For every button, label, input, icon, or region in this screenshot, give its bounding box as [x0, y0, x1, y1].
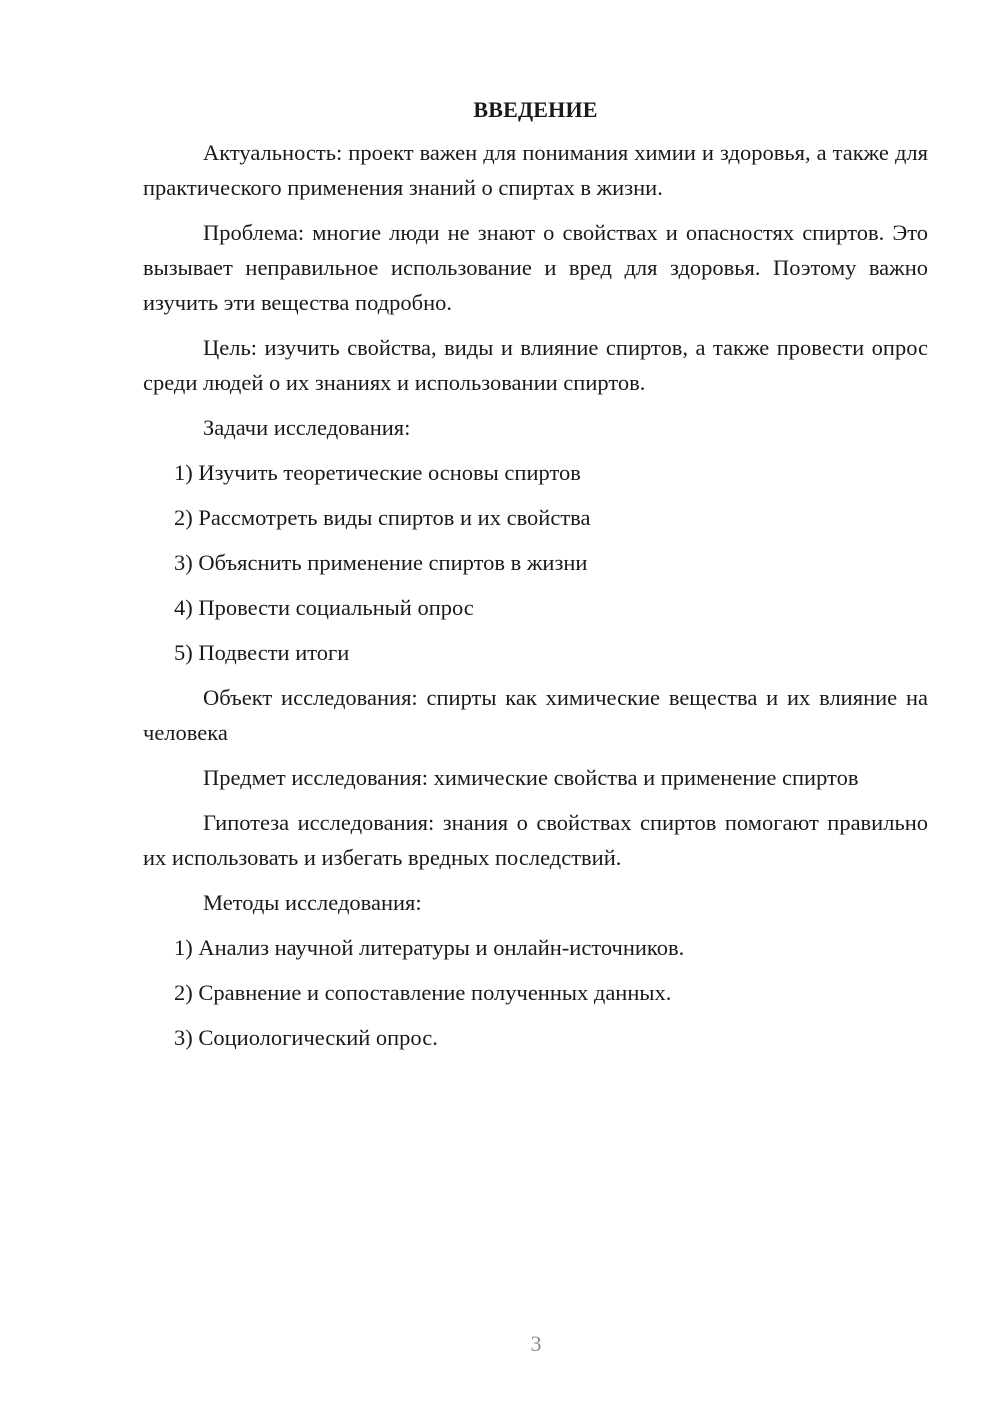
relevance-paragraph: Актуальность: проект важен для понимания химии и здоровья, а также для практического применения знаний о спиртах в жизни.: [143, 140, 928, 200]
task-item: 4) Провести социальный опрос: [174, 595, 474, 620]
section-title: ВВЕДЕНИЕ: [473, 97, 598, 122]
task-item: 2) Рассмотреть виды спиртов и их свойства: [174, 505, 591, 530]
problem-paragraph: Проблема: многие люди не знают о свойствах и опасностях спиртов. Это вызывает неправильное использование и вред для здоровья. Поэтому важно изучить эти вещества подробно.: [143, 220, 928, 315]
task-item: 5) Подвести итоги: [174, 640, 350, 665]
object-paragraph: Объект исследования: спирты как химические вещества и их влияние на человека: [143, 685, 928, 745]
document-page: [143, 92, 928, 1065]
page-number: 3: [530, 1331, 542, 1356]
task-item: 3) Объяснить применение спиртов в жизни: [174, 550, 588, 575]
hypothesis-paragraph: Гипотеза исследования: знания о свойствах спиртов помогают правильно их использовать и избегать вредных последствий.: [143, 810, 928, 870]
method-item: 3) Социологический опрос.: [174, 1025, 438, 1050]
task-item: 1) Изучить теоретические основы спиртов: [174, 460, 581, 485]
methods-heading: Методы исследования:: [203, 890, 422, 915]
subject-paragraph: Предмет исследования: химические свойства и применение спиртов: [203, 765, 859, 790]
method-item: 2) Сравнение и сопоставление полученных данных.: [174, 980, 672, 1005]
tasks-heading: Задачи исследования:: [203, 415, 411, 440]
goal-paragraph: Цель: изучить свойства, виды и влияние спиртов, а также провести опрос среди людей о их знаниях и использовании спиртов.: [143, 335, 928, 395]
method-item: 1) Анализ научной литературы и онлайн-источников.: [174, 935, 685, 960]
